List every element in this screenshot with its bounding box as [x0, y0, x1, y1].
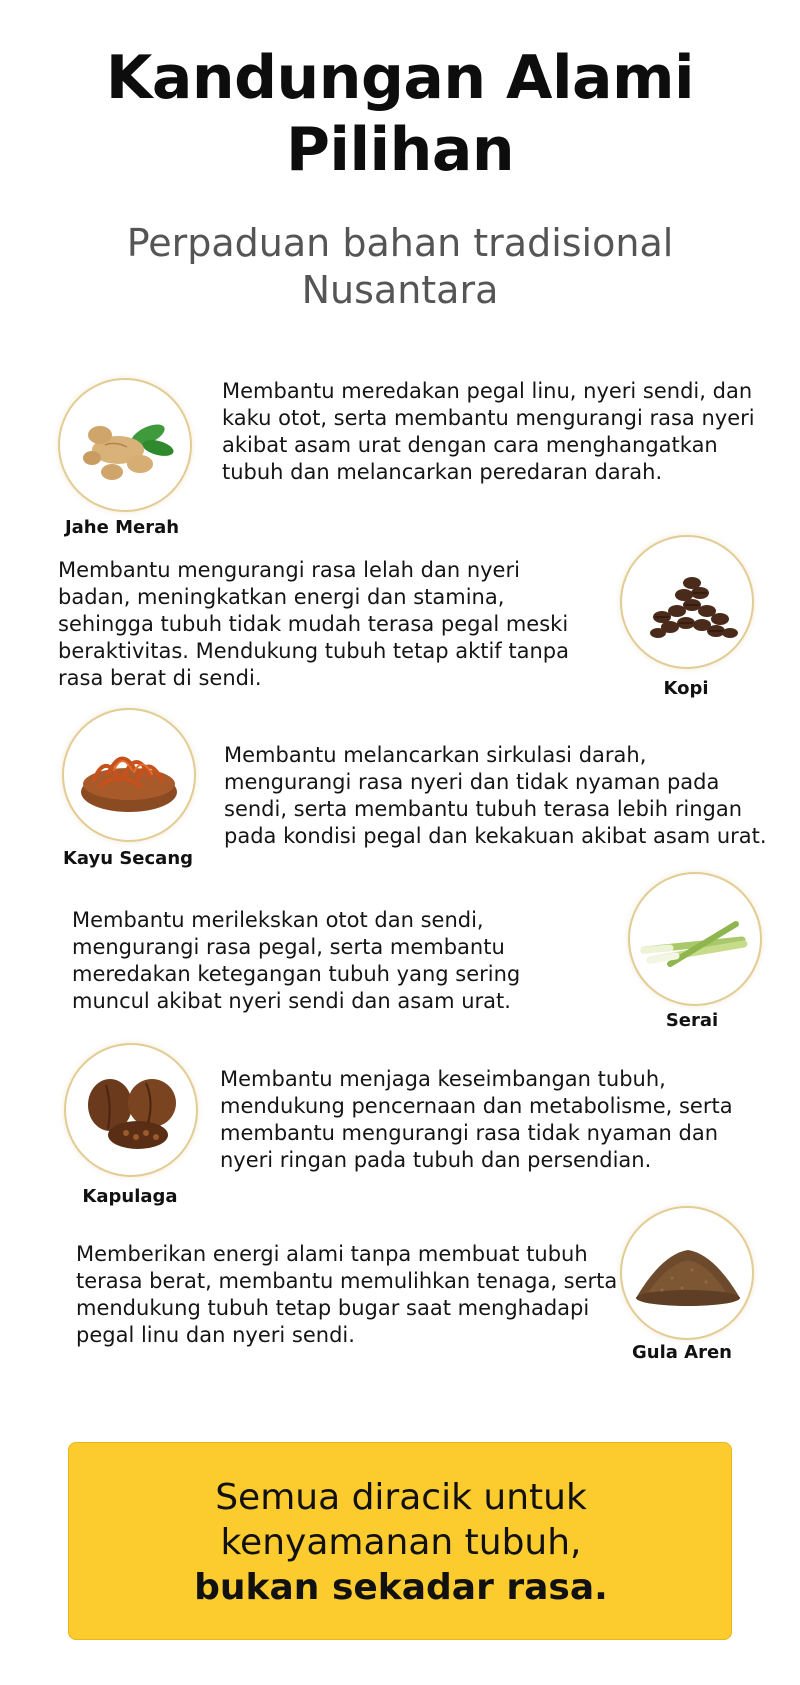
ingredient-name: Serai: [665, 1010, 719, 1031]
ingredient-description: Membantu merilekskan otot dan sendi, mengurangi rasa pegal, serta membantu meredakan ketegangan tubuh yang sering muncul akibat nyeri sendi dan asam urat.: [72, 908, 521, 1013]
page-title: Kandungan Alami Pilihan: [105, 43, 695, 185]
coffee-beans-icon: [620, 535, 754, 669]
ingredient-name: Kayu Secang: [62, 848, 194, 869]
lemongrass-icon: [628, 872, 762, 1006]
page-subtitle: Perpaduan bahan tradisional Nusantara: [126, 221, 674, 312]
ingredient-name: Gula Aren: [631, 1342, 732, 1363]
ingredient-description: Membantu meredakan pegal linu, nyeri sendi, dan kaku otot, serta membantu mengurangi rasa nyeri akibat asam urat dengan cara menghangatkan tubuh dan melancarkan peredaran darah.: [222, 379, 755, 484]
palm-sugar-icon: [620, 1206, 754, 1340]
ingredient-name: Kapulaga: [82, 1186, 178, 1207]
ingredient-description: Membantu mengurangi rasa lelah dan nyeri badan, meningkatkan energi dan stamina, sehingga tubuh tidak mudah terasa pegal meski beraktivitas. Mendukung tubuh tetap aktif tanpa rasa berat di sendi.: [58, 558, 569, 690]
sappan-wood-icon: [62, 708, 196, 842]
cta-line-3: bukan sekadar rasa.: [194, 1567, 608, 1608]
cta-banner: [68, 1442, 732, 1640]
ingredient-name: Jahe Merah: [64, 517, 180, 538]
ingredient-description: Membantu melancarkan sirkulasi darah, mengurangi rasa nyeri dan tidak nyaman pada sendi, serta membantu tubuh terasa lebih ringan pada kondisi pegal dan kekakuan akibat asam urat.: [224, 743, 767, 848]
cta-line-2: kenyamanan tubuh,: [220, 1522, 582, 1563]
cta-line-1: Semua diracik untuk: [215, 1477, 587, 1518]
cardamom-icon: [64, 1043, 198, 1177]
ingredient-description: Membantu menjaga keseimbangan tubuh, mendukung pencernaan dan metabolisme, serta membantu mengurangi rasa tidak nyaman dan nyeri ringan pada tubuh dan persendian.: [220, 1067, 733, 1172]
ingredient-description: Memberikan energi alami tanpa membuat tubuh terasa berat, membantu memulihkan tenaga, serta mendukung tubuh tetap bugar saat menghadapi pegal linu dan nyeri sendi.: [76, 1242, 618, 1347]
ginger-icon: [58, 378, 192, 512]
ingredient-name: Kopi: [663, 678, 709, 699]
